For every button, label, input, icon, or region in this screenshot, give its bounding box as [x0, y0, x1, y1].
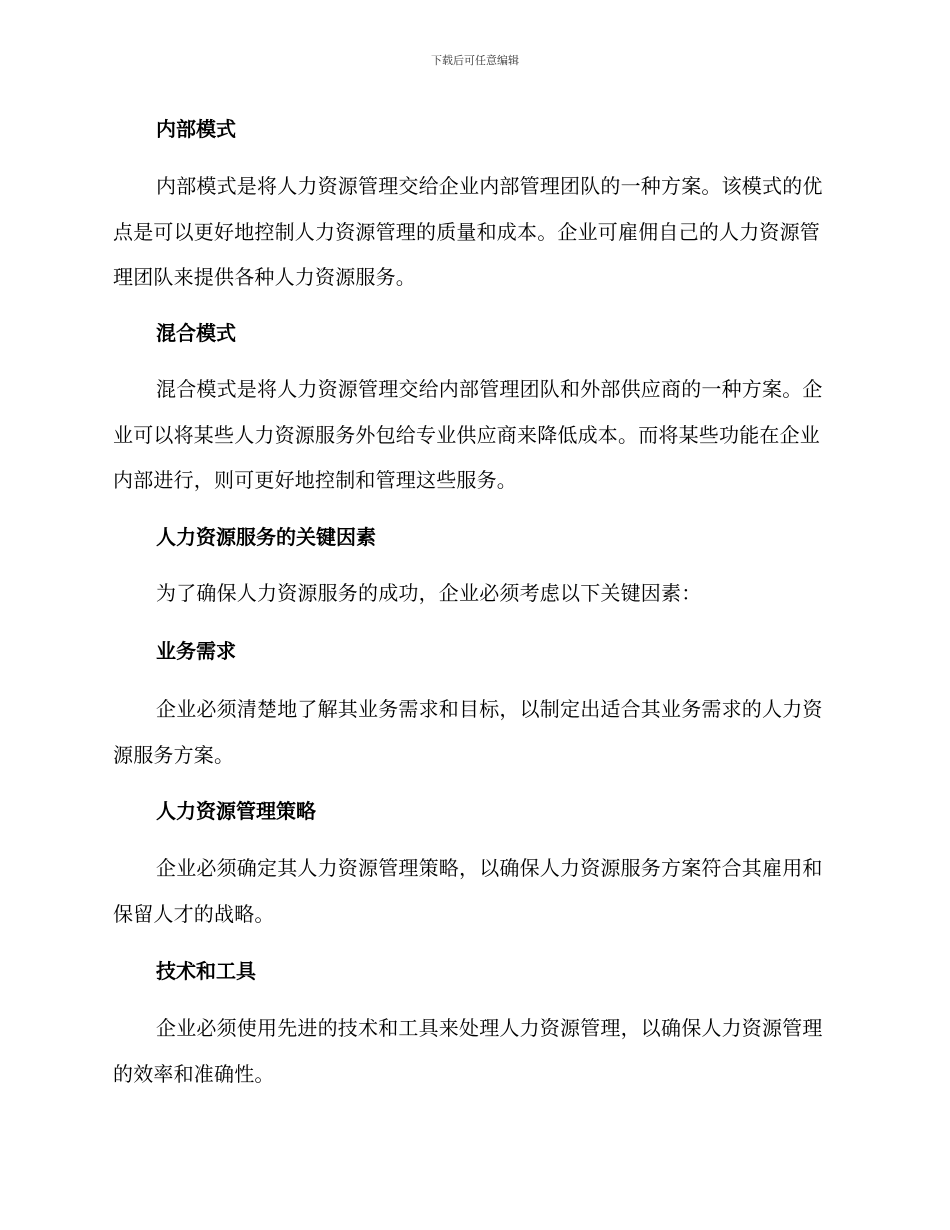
- paragraph-technology-tools: 企业必须使用先进的技术和工具来处理人力资源管理，以确保人力资源管理的效率和准确性。: [113, 1016, 823, 1086]
- section-heading-internal-mode: 内部模式: [156, 117, 236, 141]
- paragraph-internal-mode: 内部模式是将人力资源管理交给企业内部管理团队的一种方案。该模式的优点是可以更好地控制人力资源管理的质量和成本。企业可雇佣自己的人力资源管理团队来提供各种人力资源服务。: [113, 174, 823, 289]
- paragraph-key-factors: 为了确保人力资源服务的成功，企业必须考虑以下关键因素：: [156, 581, 702, 605]
- section-heading-mixed-mode: 混合模式: [156, 321, 236, 345]
- section-heading-hr-strategy: 人力资源管理策略: [156, 799, 316, 823]
- paragraph-mixed-mode: 混合模式是将人力资源管理交给内部管理团队和外部供应商的一种方案。企业可以将某些人力资源服务外包给专业供应商来降低成本。而将某些功能在企业内部进行，则可更好地控制和管理这些服务。: [113, 377, 823, 492]
- page-header: 下载后可任意编辑: [431, 54, 519, 67]
- section-heading-technology-tools: 技术和工具: [156, 959, 256, 983]
- paragraph-business-needs: 企业必须清楚地了解其业务需求和目标，以制定出适合其业务需求的人力资源服务方案。: [113, 697, 823, 767]
- paragraph-hr-strategy: 企业必须确定其人力资源管理策略，以确保人力资源服务方案符合其雇用和保留人才的战略。: [113, 856, 823, 926]
- section-heading-key-factors: 人力资源服务的关键因素: [156, 525, 376, 549]
- section-heading-business-needs: 业务需求: [156, 639, 236, 663]
